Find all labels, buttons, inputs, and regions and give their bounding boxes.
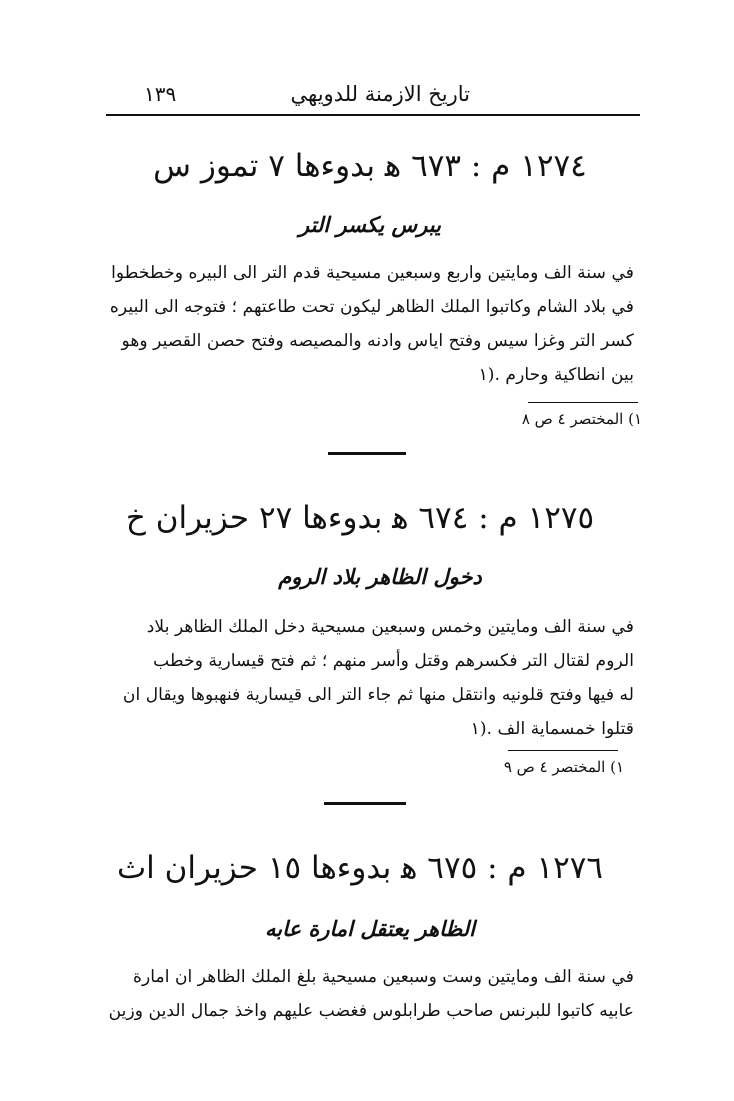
- paragraph-line: في بلاد الشام وكاتبوا الملك الظاهر ليكون تحت طاعتهم ؛ فتوجه الى البيره: [109, 297, 634, 317]
- section-subheading: يبرس يكسر التر: [299, 212, 441, 237]
- running-title: تاريخ الازمنة للدويهي: [290, 82, 470, 106]
- year-heading: ١٢٧٦ م : ٦٧٥ ﻫ بدوءها ١٥ حزيران اث: [116, 850, 604, 886]
- year-heading: ١٢٧٤ م : ٦٧٣ ﻫ بدوءها ٧ تموز س: [153, 148, 587, 184]
- paragraph-line: قتلوا خمسماية الف .(١: [470, 719, 634, 739]
- section-subheading: الظاهر يعتقل امارة عابه: [265, 916, 475, 941]
- section-paragraph: [94, 256, 634, 392]
- footnote: ١) المختصر ٤ ص ٨: [521, 410, 642, 428]
- section-paragraph: [94, 960, 634, 1028]
- paragraph-line: في سنة الف ومايتين وست وسبعين مسيحية بلغ الملك الظاهر ان امارة: [132, 967, 634, 987]
- header-rule: [106, 114, 640, 116]
- paragraph-line: عابيه كاتبوا للبرنس صاحب طرابلوس فغضب عليهم واخذ جمال الدين وزين: [108, 1001, 634, 1021]
- section-divider: [324, 802, 406, 805]
- footnote: ١) المختصر ٤ ص ٩: [503, 758, 624, 776]
- section-divider: [328, 452, 406, 455]
- footnote-rule: [508, 750, 618, 751]
- paragraph-line: له فيها وفتح قلونيه وانتقل منها ثم جاء التر الى قيسارية فنهبوها ويقال ان: [122, 685, 634, 705]
- year-heading: ١٢٧٥ م : ٦٧٤ ﻫ بدوءها ٢٧ حزيران خ: [125, 500, 595, 536]
- page-number: ١٣٩: [144, 82, 177, 106]
- paragraph-line: كسر التر وغزا سيس وفتح اياس وادنه والمصيصه وفتح حصن القصير وهو: [121, 331, 634, 351]
- paragraph-line: في سنة الف ومايتين وخمس وسبعين مسيحية دخل الملك الظاهر بلاد: [146, 617, 634, 637]
- section-paragraph: [94, 610, 634, 746]
- footnote-rule: [528, 402, 638, 403]
- paragraph-line: الروم لقتال التر فكسرهم وقتل وأسر منهم ؛ ثم فتح قيسارية وخطب: [153, 651, 634, 671]
- paragraph-line: في سنة الف ومايتين واربع وسبعين مسيحية قدم التر الى البيره وخطخطوا: [111, 263, 634, 283]
- section-subheading: دخول الظاهر بلاد الروم: [278, 564, 482, 589]
- page-header: [106, 76, 640, 116]
- paragraph-line: بين انطاكية وحارم .(١: [478, 365, 634, 385]
